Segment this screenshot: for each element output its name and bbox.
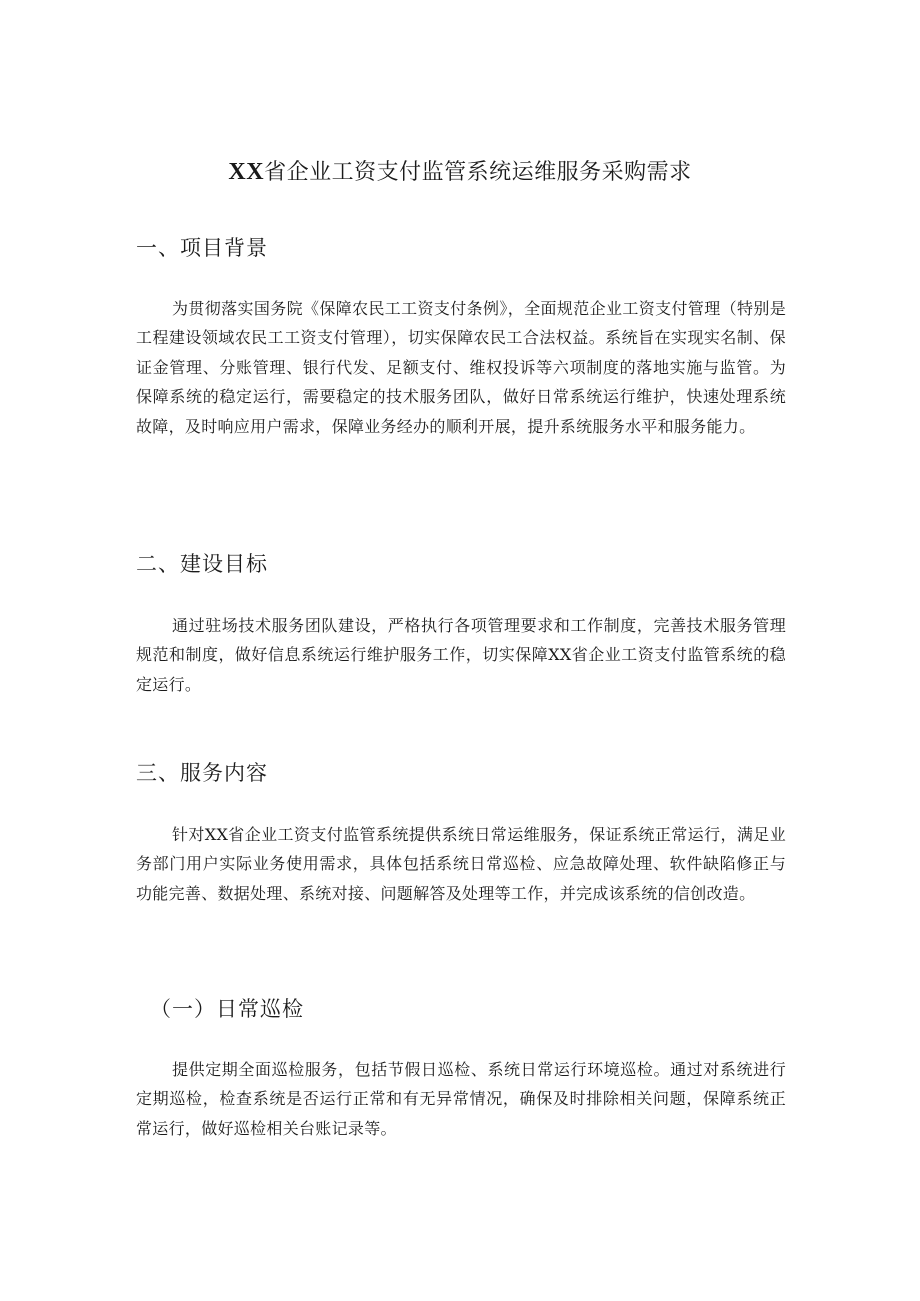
subsection-paragraph-daily-inspection: 提供定期全面巡检服务，包括节假日巡检、系统日常运行环境巡检。通过对系统进行定期巡检，检查系统是否运行正常和有无异常情况，确保及时排除相关问题，保障系统正常运行，做好巡检相关台账记录等。 [136,1060,786,1138]
section-heading-background: 一、项目背景 [136,236,268,260]
document-title-prefix: XX [228,159,265,185]
section-paragraph-background: 为贯彻落实国务院《保障农民工工资支付条例》，全面规范企业工资支付管理（特别是工程建设领域农民工工资支付管理），切实保障农民工合法权益。系统旨在实现实名制、保证金管理、分账管理、银行代发、足额支付、维权投诉等六项制度的落地实施与监管。为保障系统的稳定运行，需要稳定的技术服务团队，做好日常系统运行维护，快速处理系统故障，及时响应用户需求，保障业务经办的顺利开展，提升系统服务水平和服务能力。 [136,299,786,436]
document-title [0,156,920,189]
section-heading-goals: 二、建设目标 [136,552,268,576]
subsection-heading-daily-inspection: （一）日常巡检 [150,997,304,1021]
section-paragraph-service-content: 针对XX省企业工资支付监管系统提供系统日常运维服务，保证系统正常运行，满足业务部门用户实际业务使用需求，具体包括系统日常巡检、应急故障处理、软件缺陷修正与功能完善、数据处理、系统对接、问题解答及处理等工作，并完成该系统的信创改造。 [136,825,786,903]
section-heading-service-content: 三、服务内容 [136,761,268,785]
document-title-text: 省企业工资支付监管系统运维服务采购需求 [264,160,692,185]
section-paragraph-goals: 通过驻场技术服务团队建设，严格执行各项管理要求和工作制度，完善技术服务管理规范和制度，做好信息系统运行维护服务工作，切实保障XX省企业工资支付监管系统的稳定运行。 [136,616,786,694]
